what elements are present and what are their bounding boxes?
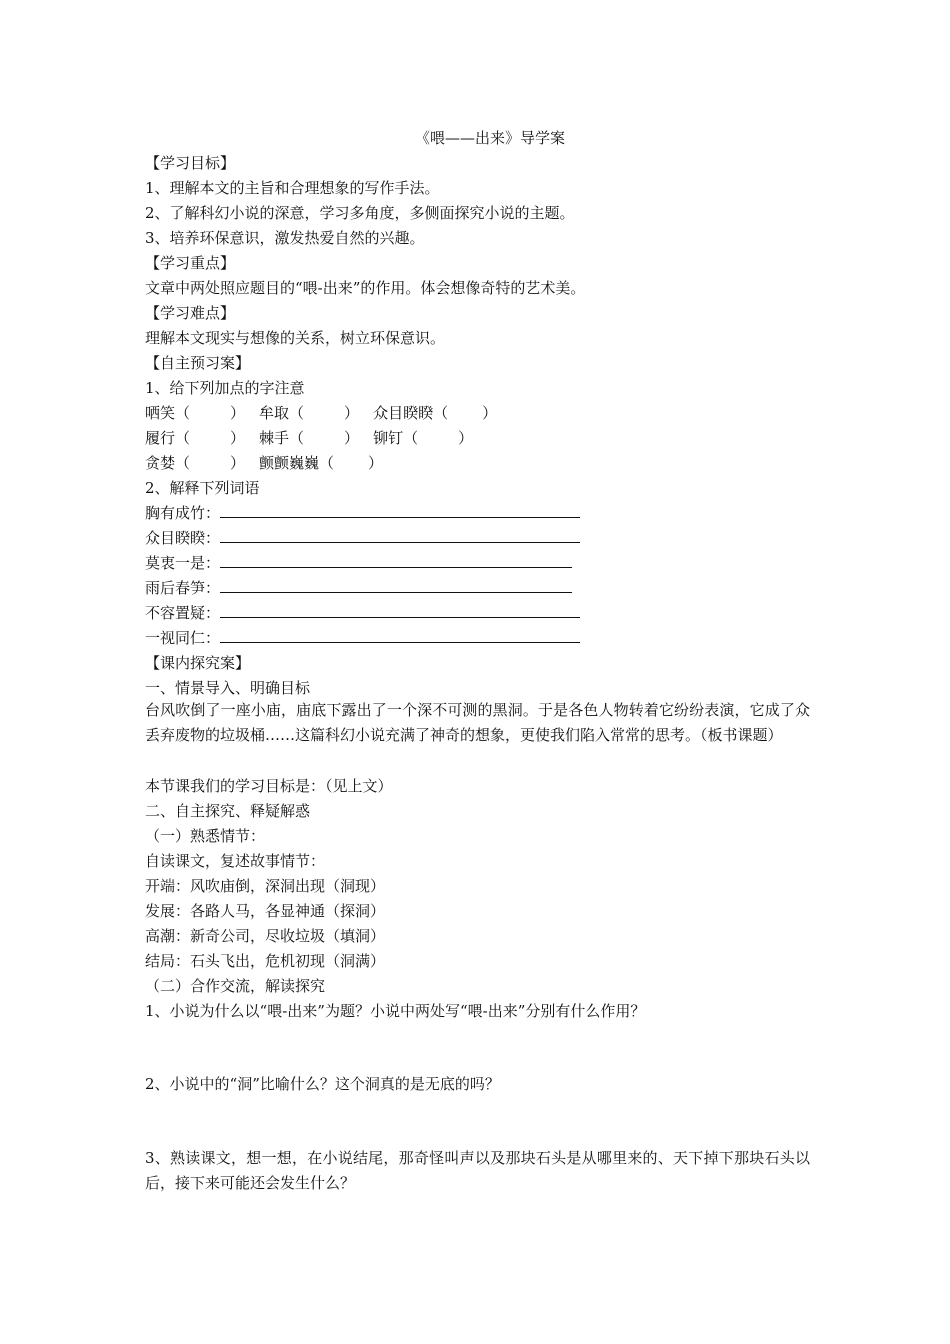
difficulty-heading: 【学习难点】: [145, 304, 236, 322]
goal-item: 3、培养环保意识，激发热爱自然的兴趣。: [145, 229, 425, 247]
pinyin-word: 铆钉（: [373, 429, 419, 447]
plot-item: 高潮：新奇公司，尽收垃圾（填洞）: [145, 927, 386, 945]
discussion-question: 3、熟读课文，想一想，在小说结尾，那奇怪叫声以及那块石头是从哪里来的、天下掉下那块石头以后，接下来可能还会发生什么？: [145, 1149, 810, 1192]
pinyin-word: 贪婪（: [145, 454, 191, 472]
term-label: 胸有成竹：: [145, 504, 221, 522]
plot-item: 开端：风吹庙倒，深洞出现（洞现）: [145, 877, 386, 895]
difficulty-text: 理解本文现实与想像的关系，树立环保意识。: [145, 329, 446, 347]
section-1-heading: 一、情景导入、明确目标: [145, 679, 311, 697]
discussion-question: 1、小说为什么以“喂-出来”为题？小说中两处写“喂-出来”分别有什么作用？: [145, 1002, 646, 1020]
term-row: [145, 528, 580, 548]
intro-paragraph: 台风吹倒了一座小庙，庙底下露出了一个深不可测的黑洞。于是各色人物转着它纷纷表演，它成了众丢弃废物的垃圾桶……这篇科幻小说充满了神奇的想象，更使我们陷入常常的思考。（板书课题）: [145, 701, 810, 744]
answer-blank[interactable]: [220, 503, 580, 518]
pinyin-word: 棘手（: [259, 429, 305, 447]
explore-heading: 【课内探究案】: [145, 654, 251, 672]
term-row: [145, 503, 580, 523]
term-label: 一视同仁：: [145, 629, 221, 647]
term-row: [145, 603, 580, 623]
pinyin-word: 众目睽睽（: [373, 404, 449, 422]
pinyin-row: 履行（ ） 棘手（ ） 铆钉（ ）: [145, 429, 474, 447]
pinyin-word: 履行（: [145, 429, 191, 447]
document-title: 《喂——出来》导学案: [414, 129, 565, 147]
subsection-2-heading: （二）合作交流，解读探究: [145, 977, 326, 995]
term-label: 众目睽睽：: [145, 529, 221, 547]
retell-instruction: 自读课文，复述故事情节：: [145, 852, 326, 870]
section-2-heading: 二、自主探究、释疑解惑: [145, 802, 311, 820]
pinyin-word: 哂笑（: [145, 404, 191, 422]
pinyin-word: 牟取（: [259, 404, 305, 422]
term-label: 不容置疑：: [145, 604, 221, 622]
goal-reference: 本节课我们的学习目标是：（见上文）: [145, 777, 393, 795]
key-points-text: 文章中两处照应题目的“喂-出来”的作用。体会想像奇特的艺术美。: [145, 279, 586, 297]
answer-blank[interactable]: [220, 603, 580, 618]
answer-blank[interactable]: [220, 578, 572, 593]
pinyin-row: 贪婪（ ） 颤颤巍巍（ ）: [145, 454, 384, 472]
preview-heading: 【自主预习案】: [145, 354, 251, 372]
plot-item: 发展：各路人马，各显神通（探洞）: [145, 902, 386, 920]
term-label: 莫衷一是：: [145, 554, 221, 572]
goal-item: 2、了解科幻小说的深意，学习多角度，多侧面探究小说的主题。: [145, 204, 575, 222]
plot-item: 结局：石头飞出，危机初现（洞满）: [145, 952, 386, 970]
answer-blank[interactable]: [220, 553, 572, 568]
pinyin-row: 哂笑（ ） 牟取（ ） 众目睽睽（ ）: [145, 404, 498, 422]
preview-question-1: 1、给下列加点的字注意: [145, 379, 305, 397]
term-row: [145, 578, 572, 598]
answer-blank[interactable]: [220, 628, 580, 643]
term-row: [145, 553, 572, 573]
subsection-1-heading: （一）熟悉情节：: [145, 827, 266, 845]
term-row: [145, 628, 580, 648]
term-label: 雨后春笋：: [145, 579, 221, 597]
goal-item: 1、理解本文的主旨和合理想象的写作手法。: [145, 179, 440, 197]
key-points-heading: 【学习重点】: [145, 254, 236, 272]
pinyin-word: 颤颤巍巍（: [259, 454, 335, 472]
goals-heading: 【学习目标】: [145, 154, 236, 172]
discussion-question: 2、小说中的“洞”比喻什么？这个洞真的是无底的吗？: [145, 1075, 500, 1093]
preview-question-2: 2、解释下列词语: [145, 479, 260, 497]
answer-blank[interactable]: [220, 528, 580, 543]
